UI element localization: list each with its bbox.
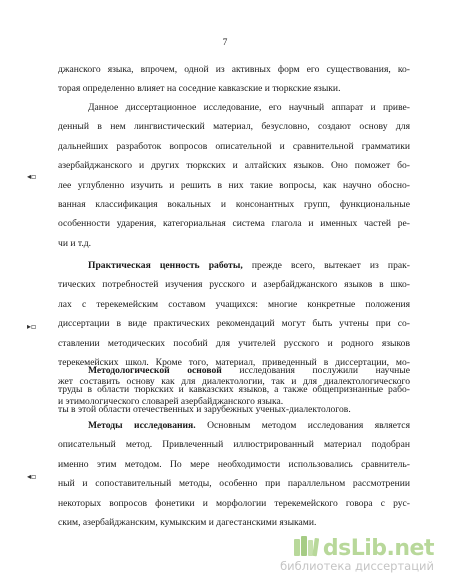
text-line: джанского языка, впрочем, одной из активных форм его существования, ко- — [58, 64, 410, 75]
text-line: азербайджанского и других тюркских и алтайских языков. Оно поможет бо- — [58, 160, 410, 172]
text-line: ный и сопоставительный методы, особенно при параллельном рассмотрении — [58, 478, 410, 490]
paragraph-methods — [58, 416, 410, 532]
text-line: лее углубленно изучить и решить в них такие вопросы, как научно обосно- — [58, 179, 410, 191]
text-line: описательный метод. Привлеченный иллюстрированный материал подобран — [58, 439, 410, 451]
paragraph-continuation — [58, 60, 410, 99]
text-line — [58, 416, 410, 435]
margin-mark: ◂▫ — [27, 472, 37, 481]
watermark — [280, 535, 434, 573]
section-heading: Методы исследования. — [88, 420, 196, 431]
text-fragment: Основным методом исследования является — [195, 420, 410, 431]
paragraph-significance — [58, 98, 410, 253]
text-fragment: прежде всего, вытекает из прак- — [242, 260, 410, 271]
watermark-brand: dsLib.net — [322, 535, 434, 561]
section-heading: Практическая ценность работы, — [88, 260, 243, 271]
text-line: ты в этой области отечественных и зарубежных ученых-диалектологов. — [58, 403, 351, 415]
text-line — [58, 256, 410, 275]
margin-mark: ◂▫ — [27, 172, 37, 181]
text-line: Данное диссертационное исследование, его научный аппарат и приве- — [88, 102, 410, 113]
text-line: именно этим методом. По мере необходимости использовались сравнитель- — [58, 458, 410, 470]
text-line: дальнейших разработок вопросов описательной и сравнительной грамматики — [58, 140, 410, 152]
text-fragment: исследования послужили научные — [221, 365, 410, 376]
text-line: ставлении методических пособий для учителей русского и родного языков — [58, 337, 410, 349]
books-icon — [293, 535, 319, 561]
text-line: некоторых вопросов фонетики и морфологии терекемейского говора с рус- — [58, 497, 410, 509]
text-line: ским, азербайджанским, кумыкским и дагестанскими языками. — [58, 516, 317, 528]
text-line: жет составить основу как для диалектологии, так и для диалектологического — [58, 376, 410, 388]
text-line: денный в нем лингвистический материал, безусловно, создают основу для — [58, 121, 410, 133]
text-line: труды в области тюркских и кавказских языков, а также общепризнанные рабо- — [58, 384, 410, 396]
text-line: терекемейских школ. Кроме того, материал, приведенный в диссертации, мо- — [58, 356, 410, 368]
section-heading: Методологической основой — [88, 365, 222, 376]
text-line: и этимологического словарей азербайджанского языка. — [58, 395, 284, 407]
text-line: торая определенно влияет на соседние кавказские и тюркские языки. — [58, 83, 341, 95]
watermark-tagline: библиотека диссертаций — [280, 559, 434, 573]
text-line: ванная классификация вокальных и консонантных групп, функциональные — [58, 198, 410, 210]
text-line: особенности ударения, категориальная система глагола и именных частей ре- — [58, 218, 410, 230]
paragraph-methodology — [58, 361, 410, 419]
page-number: 7 — [222, 38, 228, 48]
text-line: лах с терекемейским составом учащихся: многие конкретные положения — [58, 298, 410, 310]
text-line — [58, 361, 410, 380]
text-line: тических потребностей изучения русского и азербайджанского языков в шко- — [58, 279, 410, 291]
margin-mark: ▸▫ — [27, 322, 37, 331]
text-line: диссертации в виде практических рекомендаций могут быть учтены при со- — [58, 318, 410, 330]
text-line: чи и т.д. — [58, 237, 92, 249]
